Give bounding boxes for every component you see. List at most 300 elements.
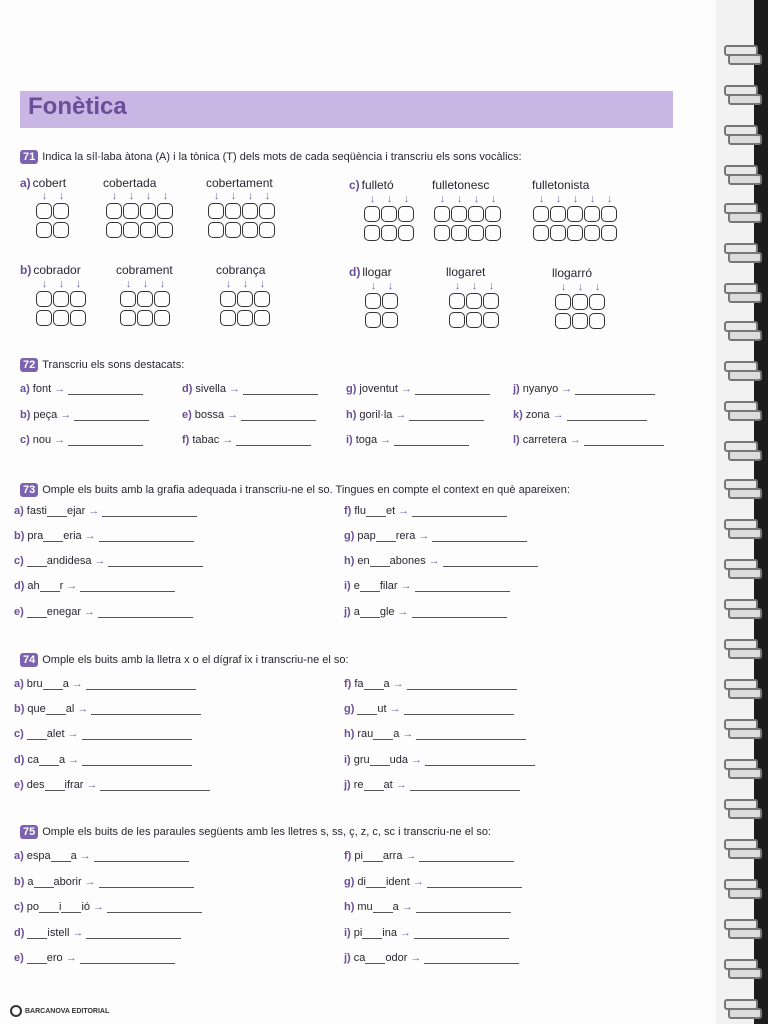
arrow-icon: → bbox=[67, 728, 79, 740]
answer-line[interactable] bbox=[107, 903, 202, 913]
answer-box[interactable] bbox=[123, 203, 139, 219]
answer-line[interactable] bbox=[567, 411, 647, 421]
word-fragment: goril·la bbox=[359, 409, 393, 421]
answer-box[interactable] bbox=[381, 206, 397, 222]
item-letter: h) bbox=[346, 409, 357, 421]
answer-line[interactable] bbox=[416, 903, 511, 913]
syllable-boxes[interactable] bbox=[36, 190, 70, 241]
answer-line[interactable] bbox=[394, 436, 469, 446]
word-fragment: ut bbox=[377, 703, 387, 715]
arrow-icon: → bbox=[84, 530, 96, 542]
answer-box[interactable] bbox=[451, 225, 467, 241]
exercise-item bbox=[344, 678, 517, 690]
arrow-icon: → bbox=[428, 555, 440, 567]
answer-line[interactable] bbox=[68, 436, 143, 446]
down-arrow-icons: ↓ ↓ bbox=[370, 280, 394, 292]
fill-gap[interactable] bbox=[370, 756, 390, 766]
ex71-word: llogarró bbox=[552, 266, 593, 280]
spiral-coil bbox=[724, 796, 762, 818]
answer-line[interactable] bbox=[86, 929, 181, 939]
answer-box[interactable] bbox=[365, 312, 381, 328]
item-letter: a) bbox=[14, 505, 24, 517]
spiral-coil bbox=[724, 756, 762, 778]
word-fragment: bru bbox=[26, 678, 43, 690]
item-letter: g) bbox=[344, 876, 355, 888]
item-letter: a) bbox=[20, 383, 30, 395]
syllable-boxes[interactable] bbox=[106, 190, 174, 241]
answer-box[interactable] bbox=[242, 203, 258, 219]
answer-line[interactable] bbox=[80, 954, 175, 964]
word-fragment: que bbox=[27, 703, 46, 715]
logo-icon bbox=[10, 1005, 22, 1017]
exercise-item bbox=[14, 901, 202, 913]
answer-box[interactable] bbox=[137, 291, 153, 307]
fill-gap[interactable] bbox=[365, 954, 385, 964]
item-letter: f) bbox=[344, 505, 352, 517]
answer-line[interactable] bbox=[68, 385, 143, 395]
answer-box[interactable] bbox=[449, 312, 465, 328]
arrow-icon: → bbox=[77, 703, 89, 715]
answer-box[interactable] bbox=[466, 312, 482, 328]
answer-line[interactable] bbox=[99, 878, 194, 888]
arrow-icon: → bbox=[228, 383, 240, 395]
fill-gap[interactable] bbox=[366, 507, 386, 517]
answer-line[interactable] bbox=[108, 557, 203, 567]
answer-box[interactable] bbox=[140, 222, 156, 238]
answer-box[interactable] bbox=[483, 293, 499, 309]
answer-box[interactable] bbox=[154, 291, 170, 307]
exercise-item bbox=[344, 606, 507, 618]
answer-box[interactable] bbox=[364, 225, 380, 241]
answer-box[interactable] bbox=[106, 222, 122, 238]
arrow-icon: → bbox=[71, 678, 83, 690]
syllable-boxes[interactable] bbox=[434, 193, 502, 244]
exercise-item bbox=[14, 678, 196, 690]
answer-box[interactable] bbox=[242, 222, 258, 238]
down-arrow-icons: ↓ ↓ ↓ ↓ bbox=[111, 190, 169, 202]
answer-box[interactable] bbox=[208, 222, 224, 238]
fill-gap[interactable] bbox=[366, 878, 386, 888]
answer-line[interactable] bbox=[409, 411, 484, 421]
answer-box[interactable] bbox=[53, 291, 69, 307]
answer-box[interactable] bbox=[550, 225, 566, 241]
arrow-icon: → bbox=[397, 606, 409, 618]
spiral-coil bbox=[724, 200, 762, 222]
word-fragment: a bbox=[353, 606, 360, 618]
arrow-icon: → bbox=[222, 434, 234, 446]
spiral-coil bbox=[724, 636, 762, 658]
item-letter: g) bbox=[346, 383, 357, 395]
syllable-boxes[interactable] bbox=[555, 281, 606, 332]
answer-box[interactable] bbox=[157, 222, 173, 238]
answer-box[interactable] bbox=[483, 312, 499, 328]
word-fragment: eria bbox=[63, 530, 82, 542]
answer-box[interactable] bbox=[485, 206, 501, 222]
answer-box[interactable] bbox=[589, 294, 605, 310]
exercise-item bbox=[344, 901, 511, 913]
answer-box[interactable] bbox=[53, 310, 69, 326]
answer-box[interactable] bbox=[120, 310, 136, 326]
fill-gap[interactable] bbox=[27, 608, 47, 618]
answer-line[interactable] bbox=[407, 680, 517, 690]
word-fragment: carretera bbox=[522, 434, 567, 446]
spiral-coil bbox=[724, 596, 762, 618]
word-fragment: fasti bbox=[26, 505, 47, 517]
answer-box[interactable] bbox=[237, 291, 253, 307]
fill-gap[interactable] bbox=[360, 582, 380, 592]
word-fragment: ca bbox=[353, 952, 366, 964]
exercise-item bbox=[14, 952, 175, 964]
answer-box[interactable] bbox=[555, 313, 571, 329]
answer-box[interactable] bbox=[254, 310, 270, 326]
answer-line[interactable] bbox=[412, 608, 507, 618]
ex71-word: cobrament bbox=[116, 263, 173, 277]
answer-line[interactable] bbox=[91, 705, 201, 715]
fill-gap[interactable] bbox=[43, 532, 63, 542]
item-letter: b) bbox=[14, 876, 25, 888]
item-letter: f) bbox=[182, 434, 190, 446]
item-letter: i) bbox=[344, 754, 351, 766]
item-letter: i) bbox=[344, 927, 351, 939]
answer-line[interactable] bbox=[425, 756, 535, 766]
answer-box[interactable] bbox=[208, 203, 224, 219]
answer-box[interactable] bbox=[533, 206, 549, 222]
answer-box[interactable] bbox=[123, 222, 139, 238]
answer-box[interactable] bbox=[449, 293, 465, 309]
item-letter: d) bbox=[14, 754, 25, 766]
word-fragment: al bbox=[65, 703, 75, 715]
exercise-number: 75 bbox=[20, 825, 38, 839]
answer-line[interactable] bbox=[86, 680, 196, 690]
spiral-coil bbox=[724, 556, 762, 578]
answer-box[interactable] bbox=[468, 206, 484, 222]
answer-box[interactable] bbox=[137, 310, 153, 326]
word-fragment: a bbox=[62, 678, 69, 690]
answer-box[interactable] bbox=[382, 293, 398, 309]
fill-gap[interactable] bbox=[360, 608, 380, 618]
answer-box[interactable] bbox=[259, 222, 275, 238]
exercise-item bbox=[14, 530, 194, 542]
publisher-logo: BARCANOVA EDITORIAL bbox=[10, 1005, 109, 1017]
answer-line[interactable] bbox=[82, 756, 192, 766]
item-letter: f) bbox=[344, 850, 352, 862]
answer-box[interactable] bbox=[53, 203, 69, 219]
exercise-item bbox=[513, 409, 647, 421]
syllable-boxes[interactable] bbox=[120, 278, 171, 329]
page-title: Fonètica bbox=[28, 93, 127, 120]
answer-box[interactable] bbox=[466, 293, 482, 309]
item-letter: c) bbox=[14, 728, 24, 740]
answer-box[interactable] bbox=[434, 206, 450, 222]
word-fragment: e bbox=[353, 580, 360, 592]
answer-box[interactable] bbox=[106, 203, 122, 219]
exercise-74-instruction bbox=[20, 653, 349, 667]
exercise-item bbox=[14, 779, 210, 791]
word-fragment: pi bbox=[354, 850, 363, 862]
fill-gap[interactable] bbox=[27, 730, 47, 740]
syllable-boxes[interactable] bbox=[533, 193, 618, 244]
exercise-number: 72 bbox=[20, 358, 38, 372]
arrow-icon: → bbox=[412, 876, 424, 888]
exercise-item bbox=[344, 850, 514, 862]
arrow-icon: → bbox=[60, 409, 72, 421]
answer-line[interactable] bbox=[575, 385, 655, 395]
answer-box[interactable] bbox=[398, 206, 414, 222]
ex71-word: cobertada bbox=[103, 176, 157, 190]
word-fragment: ina bbox=[382, 927, 397, 939]
word-fragment: i bbox=[59, 901, 62, 913]
answer-box[interactable] bbox=[53, 222, 69, 238]
answer-box[interactable] bbox=[567, 206, 583, 222]
answer-line[interactable] bbox=[412, 507, 507, 517]
answer-box[interactable] bbox=[398, 225, 414, 241]
answer-box[interactable] bbox=[220, 310, 236, 326]
word-fragment: re bbox=[353, 779, 364, 791]
answer-box[interactable] bbox=[36, 203, 52, 219]
answer-box[interactable] bbox=[364, 206, 380, 222]
word-fragment: a bbox=[27, 876, 34, 888]
answer-box[interactable] bbox=[70, 291, 86, 307]
answer-box[interactable] bbox=[36, 291, 52, 307]
word-fragment: bossa bbox=[194, 409, 225, 421]
answer-box[interactable] bbox=[259, 203, 275, 219]
word-fragment: sivella bbox=[195, 383, 226, 395]
exercise-75-instruction bbox=[20, 825, 491, 839]
item-letter: c) bbox=[14, 901, 24, 913]
word-fragment: arra bbox=[382, 850, 403, 862]
word-fragment: peça bbox=[33, 409, 58, 421]
answer-line[interactable] bbox=[404, 705, 514, 715]
arrow-icon: → bbox=[68, 754, 80, 766]
answer-line[interactable] bbox=[241, 411, 316, 421]
word-fragment: nyanyo bbox=[522, 383, 559, 395]
spiral-coil bbox=[724, 42, 762, 64]
word-fragment: flu bbox=[354, 505, 366, 517]
word-fragment: a bbox=[392, 901, 399, 913]
answer-box[interactable] bbox=[225, 222, 241, 238]
fill-gap[interactable] bbox=[373, 903, 393, 913]
answer-box[interactable] bbox=[36, 310, 52, 326]
arrow-icon: → bbox=[395, 779, 407, 791]
answer-line[interactable] bbox=[416, 730, 526, 740]
down-arrow-icons: ↓ ↓ ↓ bbox=[369, 193, 410, 205]
item-letter: a) bbox=[14, 850, 24, 862]
answer-box[interactable] bbox=[382, 312, 398, 328]
word-fragment: ero bbox=[46, 952, 63, 964]
answer-box[interactable] bbox=[120, 291, 136, 307]
word-fragment: pra bbox=[27, 530, 44, 542]
answer-line[interactable] bbox=[100, 781, 210, 791]
fill-gap[interactable] bbox=[357, 705, 377, 715]
answer-box[interactable] bbox=[533, 225, 549, 241]
answer-box[interactable] bbox=[157, 203, 173, 219]
arrow-icon: → bbox=[54, 383, 66, 395]
exercise-item bbox=[14, 850, 189, 862]
fill-gap[interactable] bbox=[43, 680, 63, 690]
ex71-word: cobertament bbox=[206, 176, 273, 190]
spiral-coil bbox=[724, 916, 762, 938]
answer-line[interactable] bbox=[82, 730, 192, 740]
word-fragment: r bbox=[59, 580, 64, 592]
fill-gap[interactable] bbox=[40, 582, 60, 592]
arrow-icon: → bbox=[93, 901, 105, 913]
answer-line[interactable] bbox=[419, 852, 514, 862]
answer-line[interactable] bbox=[243, 385, 318, 395]
arrow-icon: → bbox=[400, 580, 412, 592]
word-fragment: et bbox=[385, 505, 396, 517]
fill-gap[interactable] bbox=[27, 954, 47, 964]
answer-line[interactable] bbox=[424, 954, 519, 964]
answer-box[interactable] bbox=[220, 291, 236, 307]
item-letter: e) bbox=[14, 952, 24, 964]
answer-box[interactable] bbox=[584, 206, 600, 222]
exercise-item bbox=[14, 703, 201, 715]
answer-line[interactable] bbox=[443, 557, 538, 567]
answer-line[interactable] bbox=[414, 929, 509, 939]
answer-line[interactable] bbox=[236, 436, 311, 446]
answer-box[interactable] bbox=[601, 206, 617, 222]
syllable-boxes[interactable] bbox=[364, 193, 415, 244]
arrow-icon: → bbox=[88, 505, 100, 517]
answer-box[interactable] bbox=[365, 293, 381, 309]
spiral-coil bbox=[724, 476, 762, 498]
ex71-word: fulletonesc bbox=[432, 178, 490, 192]
word-fragment: enegar bbox=[46, 606, 82, 618]
answer-box[interactable] bbox=[381, 225, 397, 241]
exercise-item bbox=[14, 728, 192, 740]
arrow-icon: → bbox=[399, 927, 411, 939]
word-fragment: toga bbox=[355, 434, 378, 446]
instruction-text: Indica la síl·laba àtona (A) i la tònica (T) dels mots de cada seqüència i transcriu els sons vocàlics: bbox=[42, 150, 522, 163]
answer-box[interactable] bbox=[601, 225, 617, 241]
answer-box[interactable] bbox=[572, 294, 588, 310]
down-arrow-icons: ↓ ↓ ↓ bbox=[454, 280, 495, 292]
arrow-icon: → bbox=[84, 606, 96, 618]
fill-gap[interactable] bbox=[39, 901, 62, 913]
answer-box[interactable] bbox=[451, 206, 467, 222]
answer-box[interactable] bbox=[550, 206, 566, 222]
answer-box[interactable] bbox=[254, 291, 270, 307]
fill-gap[interactable] bbox=[45, 781, 65, 791]
fill-gap[interactable] bbox=[376, 532, 396, 542]
arrow-icon: → bbox=[552, 409, 564, 421]
arrow-icon: → bbox=[410, 952, 422, 964]
word-fragment: ifrar bbox=[64, 779, 84, 791]
word-fragment: pi bbox=[353, 927, 363, 939]
section-header-band bbox=[20, 91, 673, 128]
answer-box[interactable] bbox=[70, 310, 86, 326]
fill-gap[interactable] bbox=[364, 781, 384, 791]
fill-gap[interactable] bbox=[373, 730, 393, 740]
exercise-item bbox=[344, 952, 519, 964]
item-letter: f) bbox=[344, 678, 352, 690]
answer-box[interactable] bbox=[584, 225, 600, 241]
word-fragment: andidesa bbox=[46, 555, 92, 567]
answer-line[interactable] bbox=[415, 582, 510, 592]
word-fragment: ident bbox=[385, 876, 410, 888]
instruction-text: Omple els buits amb la grafia adequada i transcriu-ne el so. Tingues en compte el context en què apareixen: bbox=[42, 483, 570, 496]
item-letter: h) bbox=[344, 901, 355, 913]
syllable-boxes[interactable] bbox=[36, 278, 87, 329]
answer-box[interactable] bbox=[589, 313, 605, 329]
word-fragment: fa bbox=[354, 678, 364, 690]
answer-line[interactable] bbox=[99, 532, 194, 542]
exercise-item bbox=[20, 383, 143, 395]
answer-line[interactable] bbox=[94, 852, 189, 862]
arrow-icon: → bbox=[401, 901, 413, 913]
answer-box[interactable] bbox=[237, 310, 253, 326]
arrow-icon: → bbox=[569, 434, 581, 446]
item-letter: e) bbox=[14, 606, 24, 618]
syllable-boxes[interactable] bbox=[365, 280, 399, 331]
answer-line[interactable] bbox=[98, 608, 193, 618]
item-letter: d) bbox=[14, 580, 25, 592]
answer-line[interactable] bbox=[584, 436, 664, 446]
syllable-boxes[interactable] bbox=[220, 278, 271, 329]
answer-line[interactable] bbox=[410, 781, 520, 791]
word-fragment: at bbox=[383, 779, 393, 791]
exercise-item bbox=[344, 779, 520, 791]
word-fragment: gru bbox=[353, 754, 370, 766]
arrow-icon: → bbox=[561, 383, 573, 395]
answer-box[interactable] bbox=[567, 225, 583, 241]
fill-gap[interactable] bbox=[27, 557, 47, 567]
word-fragment: po bbox=[26, 901, 40, 913]
answer-box[interactable] bbox=[36, 222, 52, 238]
answer-line[interactable] bbox=[74, 411, 149, 421]
answer-box[interactable] bbox=[140, 203, 156, 219]
answer-line[interactable] bbox=[415, 385, 490, 395]
exercise-item bbox=[344, 530, 527, 542]
arrow-icon: → bbox=[66, 580, 78, 592]
answer-line[interactable] bbox=[427, 878, 522, 888]
spiral-coil bbox=[724, 398, 762, 420]
syllable-boxes[interactable] bbox=[449, 280, 500, 331]
answer-box[interactable] bbox=[485, 225, 501, 241]
fill-gap[interactable] bbox=[364, 680, 384, 690]
answer-line[interactable] bbox=[432, 532, 527, 542]
fill-gap[interactable] bbox=[46, 705, 66, 715]
word-fragment: di bbox=[357, 876, 366, 888]
answer-box[interactable] bbox=[434, 225, 450, 241]
fill-gap[interactable] bbox=[61, 903, 81, 913]
fill-gap[interactable] bbox=[47, 507, 67, 517]
fill-gap[interactable] bbox=[34, 878, 54, 888]
fill-gap[interactable] bbox=[362, 929, 382, 939]
answer-box[interactable] bbox=[154, 310, 170, 326]
fill-gap[interactable] bbox=[363, 852, 383, 862]
answer-box[interactable] bbox=[555, 294, 571, 310]
answer-box[interactable] bbox=[468, 225, 484, 241]
answer-line[interactable] bbox=[102, 507, 197, 517]
word-fragment: rau bbox=[357, 728, 374, 740]
arrow-icon: → bbox=[54, 434, 66, 446]
syllable-boxes[interactable] bbox=[208, 190, 276, 241]
fill-gap[interactable] bbox=[39, 756, 59, 766]
answer-line[interactable] bbox=[80, 582, 175, 592]
fill-gap[interactable] bbox=[27, 929, 47, 939]
answer-box[interactable] bbox=[572, 313, 588, 329]
answer-box[interactable] bbox=[225, 203, 241, 219]
fill-gap[interactable] bbox=[370, 557, 390, 567]
fill-gap[interactable] bbox=[51, 852, 71, 862]
exercise-number: 71 bbox=[20, 150, 38, 164]
down-arrow-icons: ↓ ↓ ↓ ↓ bbox=[439, 193, 497, 205]
exercise-item bbox=[346, 434, 469, 446]
item-letter: j) bbox=[344, 606, 351, 618]
word-fragment: uda bbox=[389, 754, 408, 766]
exercise-item bbox=[344, 754, 535, 766]
